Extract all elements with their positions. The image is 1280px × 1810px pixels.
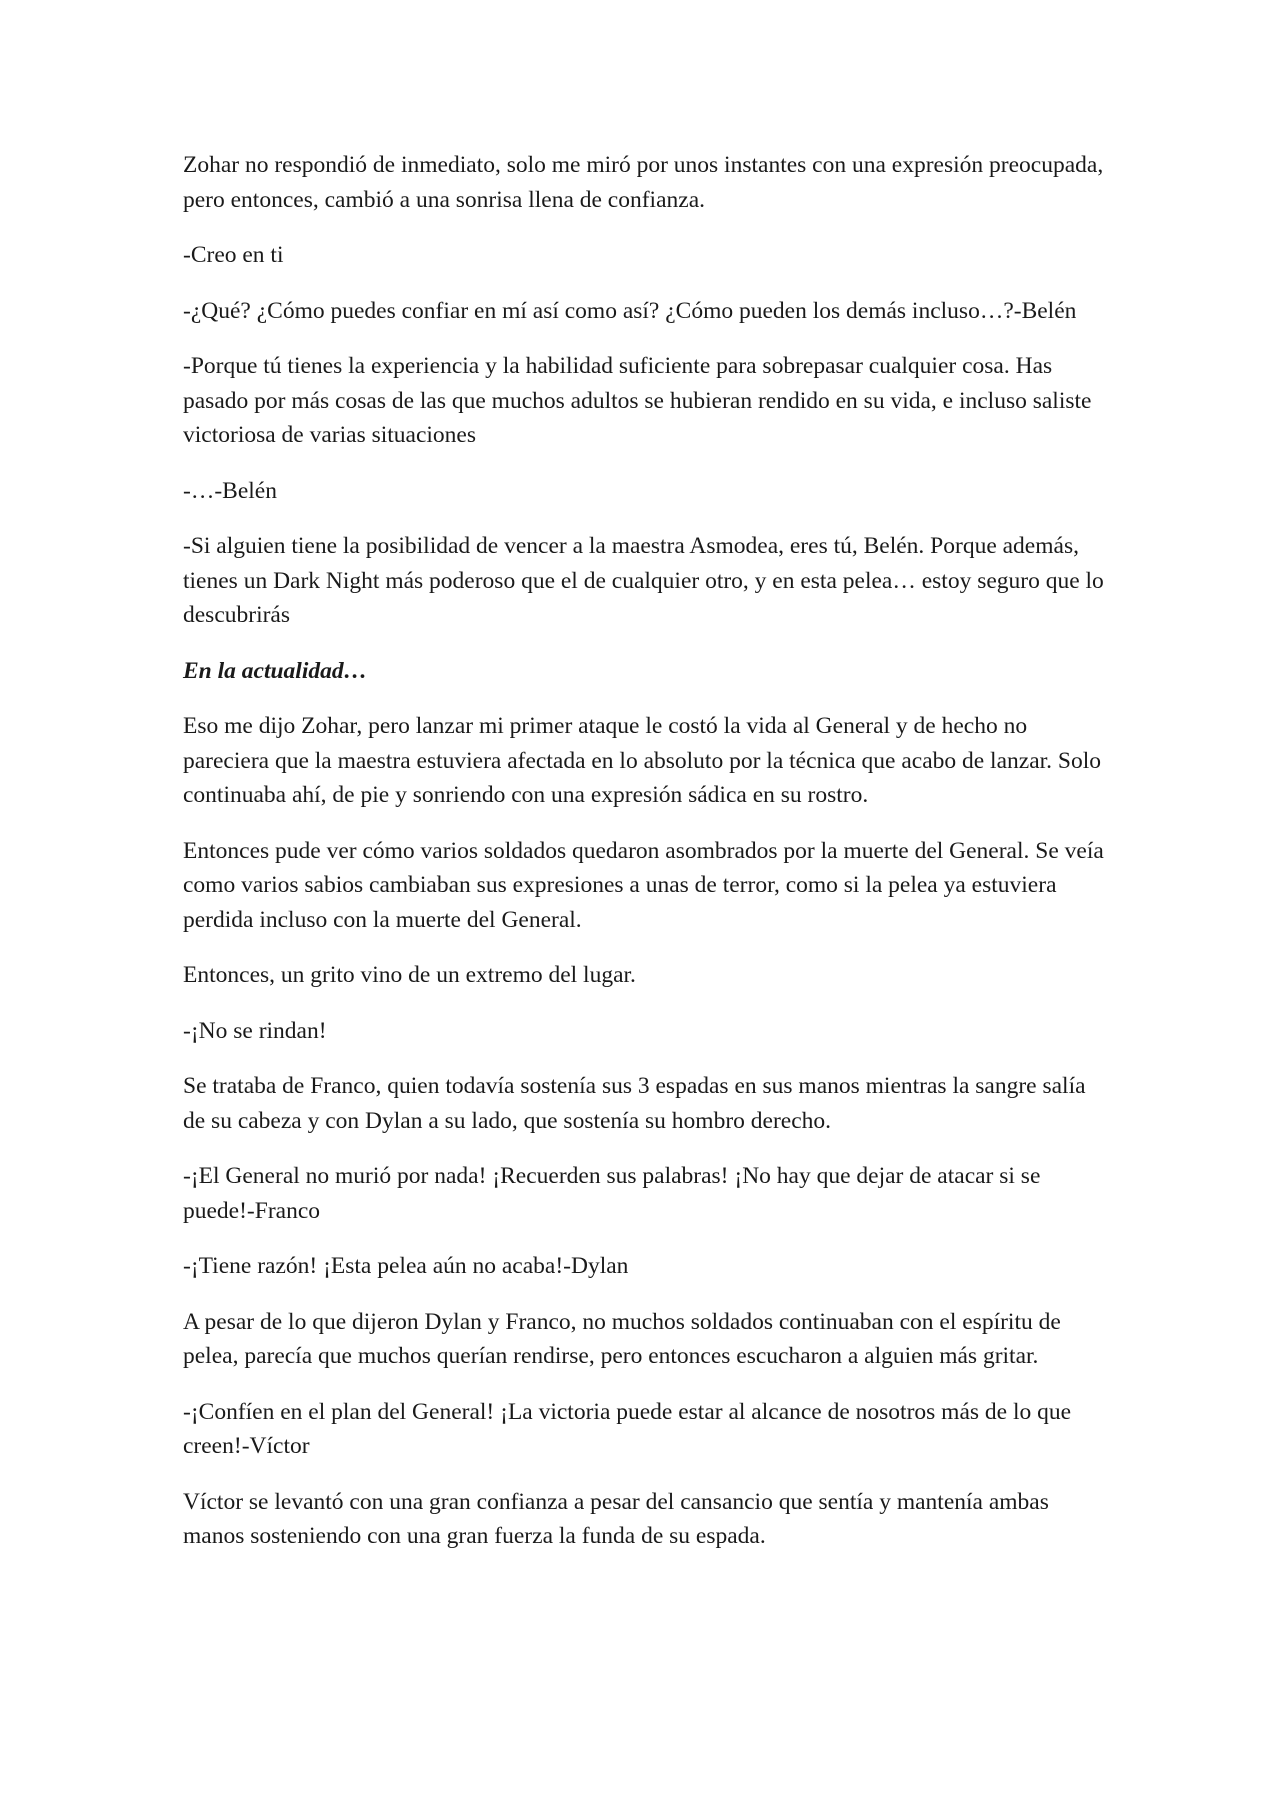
dialogue-franco: -¡El General no murió por nada! ¡Recuerden sus palabras! ¡No hay que dejar de atacar si se puede!-Franco	[183, 1163, 1041, 1224]
dialogue-no-se-rindan: -¡No se rindan!	[183, 1017, 327, 1044]
paragraph-eso-me-dijo: Eso me dijo Zohar, pero lanzar mi primer ataque le costó la vida al General y de hecho no pareciera que la maestra estuviera afectada en lo absoluto por la técnica que acabo de lanzar. Solo continuaba ahí, de pie y sonriendo con una expresión sádica en su rostro.	[183, 713, 1102, 808]
paragraph-zohar-response: Zohar no respondió de inmediato, solo me miró por unos instantes con una expresión preocupada, pero entonces, cambió a una sonrisa llena de confianza.	[183, 152, 1104, 213]
paragraph-franco: Se trataba de Franco, quien todavía sostenía sus 3 espadas en sus manos mientras la sangre salía de su cabeza y con Dylan a su lado, que sostenía su hombro derecho.	[183, 1073, 1086, 1134]
paragraph-a-pesar: A pesar de lo que dijeron Dylan y Franco, no muchos soldados continuaban con el espíritu de pelea, parecía que muchos querían rendirse, pero entonces escucharon a alguien más gritar.	[183, 1308, 1061, 1369]
dialogue-belen-ellipsis: -…-Belén	[183, 477, 277, 504]
paragraph-entonces-soldados: Entonces pude ver cómo varios soldados quedaron asombrados por la muerte del General. Se veía como varios sabios cambiaban sus expresiones a unas de terror, como si la pelea ya estuviera perdida incluso con la muerte del General.	[183, 837, 1104, 933]
paragraph-un-grito: Entonces, un grito vino de un extremo del lugar.	[183, 962, 636, 988]
dialogue-victor: -¡Confíen en el plan del General! ¡La victoria puede estar al alcance de nosotros más de lo que creen!-Víctor	[183, 1398, 1072, 1459]
dialogue-porque-tu: -Porque tú tienes la experiencia y la habilidad suficiente para sobrepasar cualquier cosa. Has pasado por más cosas de las que muchos adultos se hubieran rendido en su vida, e incluso saliste victoriosa de varias situaciones	[183, 353, 1092, 448]
dialogue-belen-question: -¿Qué? ¿Cómo puedes confiar en mí así como así? ¿Cómo pueden los demás incluso…?-Belén	[183, 297, 1077, 324]
dialogue-si-alguien: -Si alguien tiene la posibilidad de vencer a la maestra Asmodea, eres tú, Belén. Porque además, tienes un Dark Night más poderoso que el de cualquier otro, y en esta pelea… estoy seguro que lo descubrirás	[183, 533, 1104, 628]
document-body	[183, 148, 1113, 1575]
paragraph-victor-se-levanto: Víctor se levantó con una gran confianza a pesar del cansancio que sentía y mantenía ambas manos sosteniendo con una gran fuerza la funda de su espada.	[183, 1488, 1049, 1549]
dialogue-dylan: -¡Tiene razón! ¡Esta pelea aún no acaba!-Dylan	[183, 1253, 629, 1279]
section-heading: En la actualidad…	[183, 657, 368, 684]
dialogue-creo-en-ti: -Creo en ti	[183, 242, 284, 268]
